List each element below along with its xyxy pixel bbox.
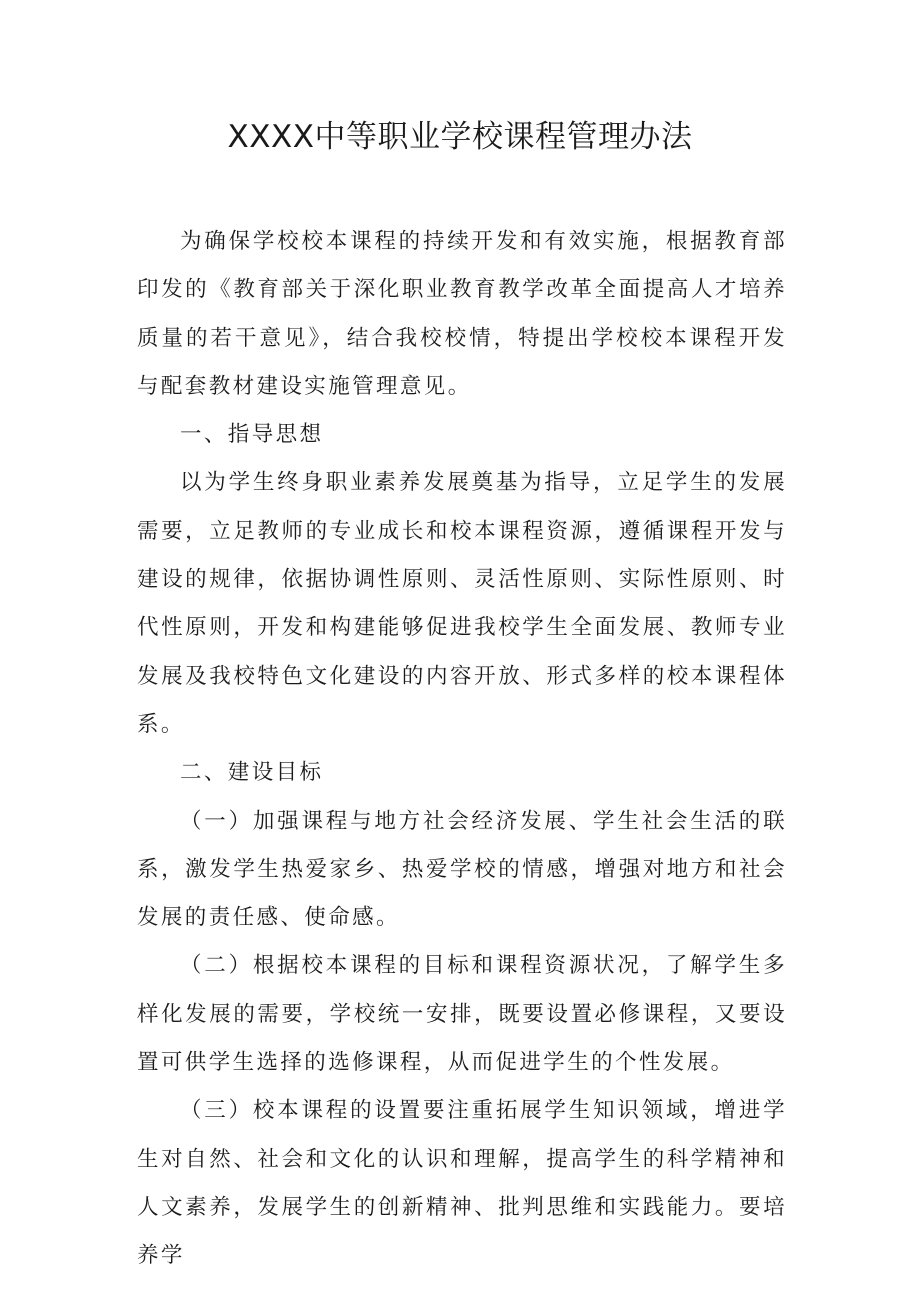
document-title: XXXX中等职业学校课程管理办法: [227, 119, 693, 155]
guiding-ideology-paragraph: 以为学生终身职业素养发展奠基为指导，立足学生的发展需要，立足教师的专业成长和校本课程资源，遵循课程开发与建设的规律，依据协调性原则、灵活性原则、实际性原则、时代性原则，开发和构建能够促进我校学生全面发展、教师专业发展及我校特色文化建设的内容开放、形式多样的校本课程体系。: [137, 470, 787, 737]
section-heading-guiding-ideology: 一、指导思想: [180, 422, 324, 448]
goal-item-3: （三）校本课程的设置要注重拓展学生知识领域，增进学生对自然、社会和文化的认识和理解，提高学生的科学精神和人文素养，发展学生的创新精神、批判思维和实践能力。要培养学: [137, 1098, 787, 1269]
intro-paragraph: 为确保学校校本课程的持续开发和有效实施，根据教育部印发的《教育部关于深化职业教育教学改革全面提高人才培养质量的若干意见》，结合我校校情，特提出学校校本课程开发与配套教材建设实施管理意见。: [137, 229, 787, 399]
document-body: [137, 218, 787, 1281]
goal-item-2: （二）根据校本课程的目标和课程资源状况，了解学生多样化发展的需要，学校统一安排，既要设置必修课程，又要设置可供学生选择的选修课程，从而促进学生的个性发展。: [137, 953, 787, 1076]
goal-item-1: （一）加强课程与地方社会经济发展、学生社会生活的联系，激发学生热爱家乡、热爱学校的情感，增强对地方和社会发展的责任感、使命感。: [137, 808, 787, 931]
section-heading-construction-goals: 二、建设目标: [180, 760, 324, 786]
